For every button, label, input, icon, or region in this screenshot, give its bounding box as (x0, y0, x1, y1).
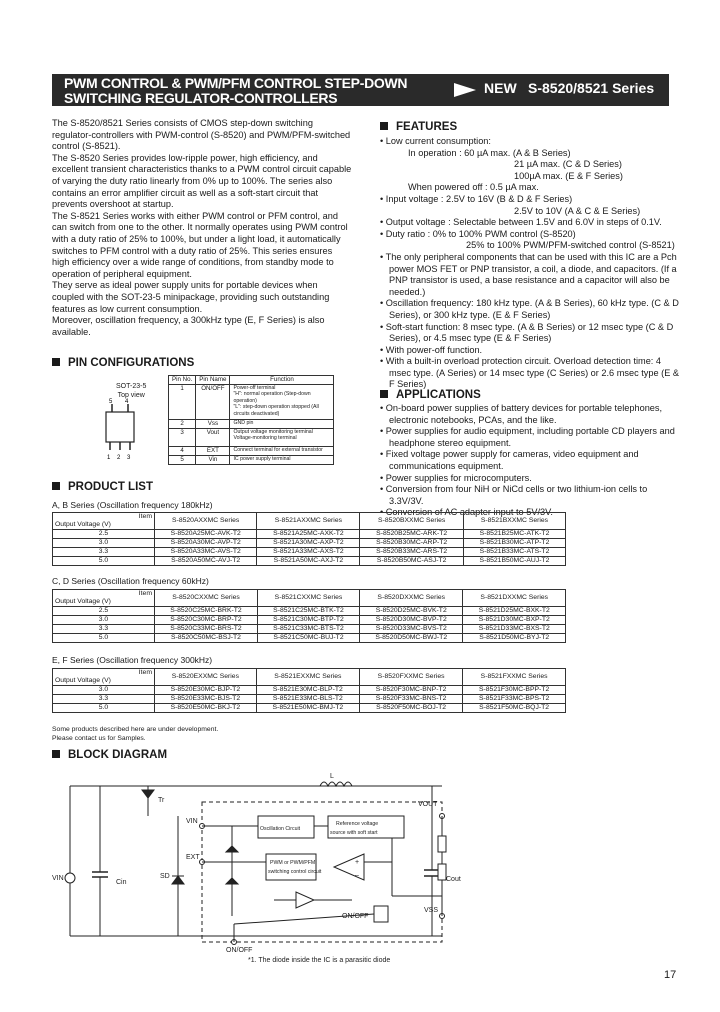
square-bullet-icon (52, 750, 60, 758)
feature-line: 2.5V to 10V (A & C & E Series) (514, 205, 641, 216)
product-code-cell: S-8521D25MC-BXK-T2 (463, 607, 566, 616)
package-name: SOT-23-5 (116, 383, 147, 390)
output-voltage-cell: 3.3 (53, 695, 155, 704)
product-series-header: S-8520FXXMC Series (359, 669, 462, 686)
product-code-cell: S-8520D50MC-BWJ-T2 (359, 634, 463, 643)
pin-table-row (169, 429, 334, 447)
tr-label: Tr (158, 797, 165, 804)
product-code-cell: S-8521C50MC-BUJ-T2 (258, 634, 360, 643)
pin-table-cell (196, 429, 230, 447)
applications-list (380, 403, 680, 519)
output-voltage-cell: 3.3 (53, 625, 155, 634)
feature-line: 21 µA max. (C & D Series) (514, 159, 622, 170)
product-list-heading-text: PRODUCT LIST (68, 481, 153, 493)
pin-table-text: Vss (207, 420, 219, 427)
pin-table-cell (230, 429, 334, 447)
corner-item: Item (138, 513, 152, 520)
pin-table-cell (230, 447, 334, 456)
product-table-corner (53, 669, 155, 686)
block-diagram-heading-text: BLOCK DIAGRAM (68, 749, 168, 761)
product-group-caption: C, D Series (Oscillation frequency 60kHz) (52, 576, 209, 586)
intro-paragraph: Moreover, oscillation frequency, a 300kHz type (E, F Series) is also available. (52, 315, 325, 337)
error-amplifier (334, 854, 364, 880)
product-code-cell: S-8520B30MC-ARP-T2 (360, 539, 464, 548)
product-group-caption: A, B Series (Oscillation frequency 180kHz) (52, 500, 213, 510)
pin-table-text: 3 (180, 429, 184, 436)
product-table-header-row (53, 513, 566, 530)
pin-table-text: IC power supply terminal (233, 456, 291, 462)
product-code-cell: S-8520A33MC-AVS-T2 (155, 548, 257, 557)
pin-table-header: Function (230, 376, 334, 385)
output-voltage-cell: 2.5 (53, 607, 155, 616)
product-code-cell: S-8520C33MC-BRS-T2 (155, 625, 258, 634)
pin-table-header: Pin Name (196, 376, 230, 385)
ic-outline (202, 802, 442, 942)
buffer-amp (296, 892, 314, 908)
product-code-cell: S-8520A30MC-AVP-T2 (155, 539, 257, 548)
product-table (52, 668, 566, 713)
ref-label-2: source with soft start (330, 830, 378, 836)
pin-table-cell (169, 456, 196, 465)
pin-table-text: 4 (180, 447, 184, 454)
product-row (53, 695, 566, 704)
product-code-cell: S-8520F30MC-BNP-T2 (359, 686, 462, 695)
product-series-header: S-8521EXXMC Series (256, 669, 359, 686)
output-voltage-cell: 3.3 (53, 548, 155, 557)
application-item: • Conversion from four NiH or NiCd cells or two lithium-ion cells to 3.3V/3V. (380, 484, 648, 506)
feature-line: • Output voltage : Selectable between 1.5V and 6.0V in steps of 0.1V. (380, 217, 662, 228)
pin-table-cell (230, 420, 334, 429)
product-code-cell: S-8520C25MC-BRK-T2 (155, 607, 258, 616)
feature-line: • With power-off function. (380, 344, 483, 355)
ext-pin-label: EXT (186, 854, 200, 861)
product-series-header: S-8520BXXMC Series (360, 513, 464, 530)
output-voltage-cell: 2.5 (53, 530, 155, 539)
ref-label-1: Reference voltage (336, 821, 379, 827)
corner-voltage: Output Voltage (V) (55, 521, 111, 528)
pin-table-cell (169, 447, 196, 456)
product-code-cell: S-8521F30MC-BPP-T2 (463, 686, 566, 695)
pin-table-cell (196, 447, 230, 456)
pin-table-cell (230, 385, 334, 420)
applications-heading (380, 389, 481, 401)
product-code-cell: S-8520F50MC-BOJ-T2 (359, 704, 462, 713)
pin-table-row (169, 447, 334, 456)
feature-line: • With a built-in overload protection circuit. Overload detection time: 4 msec type. (A Series) or 14 msec type (C Series) or 2.6 msec type (E & F Series) (380, 356, 680, 390)
product-row (53, 607, 566, 616)
product-series-header: S-8520EXXMC Series (155, 669, 257, 686)
vin-pin-label: VIN (186, 818, 198, 825)
product-series-header: S-8520CXXMC Series (155, 590, 258, 607)
corner-item: Item (138, 669, 152, 676)
feature-line: • The only peripheral components that can be used with this IC are a Pch power MOS FET or PNP transistor, a coil, a diode, and capacitors. (If a PNP transistor is used, a base resistance and a capacitor will also be needed.) (380, 251, 677, 297)
feature-line: 25% to 100% PWM/PFM-switched control (S-8521) (466, 240, 675, 251)
features-list (380, 136, 680, 391)
intro-text (52, 118, 352, 338)
product-code-cell: S-8521D50MC-BYJ-T2 (463, 634, 566, 643)
osc-label: Oscillation Circuit (260, 826, 301, 832)
product-row (53, 686, 566, 695)
intro-paragraph: The S-8520/8521 Series consists of CMOS step-down switching regulator-controllers with PWM-control (S-8520) and PWM/PFM-switched control (S-8521). (52, 118, 351, 152)
pin-table-text: Output voltage monitoring terminal (233, 429, 313, 435)
pin-table-header: Pin No. (169, 376, 196, 385)
pin-table-cell (169, 385, 196, 420)
output-voltage-cell: 5.0 (53, 704, 155, 713)
pin-label: 4 (125, 399, 129, 405)
title-line-1: PWM CONTROL & PWM/PFM CONTROL STEP-DOWN (64, 75, 408, 91)
pin-table-text: "H": normal operation (Step-down operation) (233, 391, 311, 404)
product-code-cell: S-8521D33MC-BXS-T2 (463, 625, 566, 634)
pin-table-cell (230, 456, 334, 465)
product-code-cell: S-8520E50MC-BKJ-T2 (155, 704, 257, 713)
product-row (53, 634, 566, 643)
product-table-header-row (53, 669, 566, 686)
vin-source-label: VIN (52, 875, 64, 882)
package-view: Top view (117, 392, 145, 399)
pin-table-row (169, 385, 334, 420)
product-code-cell: S-8521E33MC-BLS-T2 (256, 695, 359, 704)
corner-item: Item (138, 590, 152, 597)
product-code-cell: S-8521A30MC-AXP-T2 (257, 539, 360, 548)
product-row (53, 704, 566, 713)
output-voltage-cell: 5.0 (53, 557, 155, 566)
product-table (52, 512, 566, 566)
product-row (53, 616, 566, 625)
pin-table-text: "L": step-down operation stopped (All circuits deactivated) (233, 404, 319, 417)
product-table-corner (53, 513, 155, 530)
product-series-header: S-8520DXXMC Series (359, 590, 463, 607)
pin-table-text: 2 (180, 420, 184, 427)
pwm-control-block (266, 854, 316, 880)
features-heading (380, 121, 457, 133)
pin-config-heading-text: PIN CONFIGURATIONS (68, 357, 195, 369)
square-bullet-icon (380, 122, 388, 130)
block-diagram (52, 766, 482, 966)
product-code-cell: S-8521B30MC-ATP-T2 (463, 539, 565, 548)
feature-line: • Duty ratio : 0% to 100% PWM control (S-8520) (380, 228, 576, 239)
intro-paragraph: They serve as ideal power supply units for portable devices when coupled with the SOT-23-5 minipackage, providing such outstanding features as low current consumption. (52, 280, 330, 314)
product-series-header: S-8520AXXMC Series (155, 513, 257, 530)
pin-label: 2 (117, 455, 121, 461)
output-voltage-cell: 3.0 (53, 686, 155, 695)
product-code-cell: S-8520D25MC-BVK-T2 (359, 607, 463, 616)
product-code-cell: S-8521B50MC-AUJ-T2 (463, 557, 565, 566)
title-banner (52, 74, 669, 106)
pin-label: 1 (107, 455, 111, 461)
applications-heading-text: APPLICATIONS (396, 389, 481, 401)
pin-table-text: Power-off terminal (233, 385, 276, 391)
pin-table-text: EXT (206, 447, 219, 454)
pin-table (168, 375, 334, 465)
cin-label: Cin (116, 879, 127, 886)
arrow-right-icon (454, 83, 476, 97)
amp-minus-label: – (355, 872, 359, 879)
square-bullet-icon (52, 358, 60, 366)
product-series-header: S-8521BXXMC Series (463, 513, 565, 530)
product-code-cell: S-8520B50MC-ASJ-T2 (360, 557, 464, 566)
application-item: • Conversion of AC adapter input to 5V/3V. (380, 507, 553, 518)
product-code-cell: S-8520E33MC-BJS-T2 (155, 695, 257, 704)
pin-config-heading (52, 357, 194, 369)
product-code-cell: S-8520A25MC-AVK-T2 (155, 530, 257, 539)
pin-table-text: Voltage-monitoring terminal (233, 435, 297, 442)
product-table-corner (53, 590, 155, 607)
product-code-cell: S-8520F33MC-BNS-T2 (359, 695, 462, 704)
pin-table-text: Vin (208, 456, 218, 463)
corner-voltage: Output Voltage (V) (55, 598, 111, 605)
vss-label: VSS (424, 907, 439, 914)
product-code-cell: S-8521A50MC-AXJ-T2 (257, 557, 360, 566)
l-label: L (330, 773, 334, 780)
sot23-package-drawing (92, 398, 156, 462)
cout-label: Cout (446, 876, 461, 883)
pin-table-text: Connect terminal for external transistor (233, 447, 323, 453)
product-code-cell: S-8521A33MC-AXS-T2 (257, 548, 360, 557)
application-item: • On-board power supplies of battery devices for portable telephones, electronic notebooks, PCAs, and the like. (380, 403, 663, 425)
pwm-label-1: PWM or PWM/PFM (270, 860, 316, 866)
amp-plus-label: + (355, 859, 360, 866)
intro-paragraph: The S-8521 Series works with either PWM control or PFM control, and can switch from one to the other. It normally operates using PWM control with a duty ratio of 25% to 100%, but under a light load, it automatically switches to PFM control with a duty ratio of 25%. This series ensures high efficiency over a wide range of conditions, from standby mode to operation of peripheral equipment. (52, 210, 348, 279)
product-code-cell: S-8521A25MC-AXK-T2 (257, 530, 360, 539)
feature-line: • Soft-start function: 8 msec type. (A & B Series) or 12 msec type (C & D Series), or 4.5 msec type (E & F Series) (380, 321, 674, 344)
product-list-heading (52, 481, 153, 493)
pin-table-cell (169, 429, 196, 447)
product-series-header: S-8521AXXMC Series (257, 513, 360, 530)
package-body (106, 412, 134, 442)
product-code-cell: S-8521C33MC-BTS-T2 (258, 625, 360, 634)
product-series-header: S-8521CXXMC Series (258, 590, 360, 607)
output-voltage-cell: 3.0 (53, 616, 155, 625)
product-code-cell: S-8521D30MC-BXP-T2 (463, 616, 566, 625)
inductor (320, 782, 352, 786)
product-code-cell: S-8520C30MC-BRP-T2 (155, 616, 258, 625)
application-item: • Fixed voltage power supply for cameras, video equipment and communications equipment. (380, 449, 639, 471)
pin-table-cell (196, 385, 230, 420)
pin-table-text: 1 (180, 385, 184, 392)
feature-line: • Input voltage : 2.5V to 16V (B & D & F Series) (380, 193, 573, 204)
block-diagram-heading (52, 749, 167, 761)
onoff-internal-label: ON/OFF (342, 913, 369, 920)
pin-table-text: GND pin (233, 420, 254, 426)
pin-table-cell (196, 420, 230, 429)
square-bullet-icon (380, 390, 388, 398)
pin-table-text: 5 (180, 456, 184, 463)
feature-line: 100µA max. (E & F Series) (514, 170, 623, 181)
corner-voltage: Output Voltage (V) (55, 677, 111, 684)
note-line: Please contact us for Samples. (52, 734, 146, 742)
product-row (53, 530, 566, 539)
pin-table-row (169, 456, 334, 465)
feature-line: When powered off : 0.5 µA max. (408, 182, 539, 193)
product-notes (52, 726, 218, 743)
product-code-cell: S-8521C25MC-BTK-T2 (258, 607, 360, 616)
page-number: 17 (664, 969, 677, 981)
output-voltage-cell: 5.0 (53, 634, 155, 643)
product-row (53, 539, 566, 548)
vin-source (65, 873, 75, 883)
pin-label: 3 (127, 455, 131, 461)
onoff-pin-label: ON/OFF (226, 947, 253, 954)
product-table (52, 589, 566, 643)
pin-table-cell (196, 456, 230, 465)
features-heading-text: FEATURES (396, 121, 458, 133)
product-code-cell: S-8521F50MC-BQJ-T2 (463, 704, 566, 713)
product-code-cell: S-8521B25MC-ATK-T2 (463, 530, 565, 539)
product-code-cell: S-8521F33MC-BPS-T2 (463, 695, 566, 704)
square-bullet-icon (52, 482, 60, 490)
series-name: S-8520/8521 Series (528, 80, 655, 96)
product-code-cell: S-8521C30MC-BTP-T2 (258, 616, 360, 625)
product-series-header: S-8521DXXMC Series (463, 590, 566, 607)
product-code-cell: S-8520E30MC-BJP-T2 (155, 686, 257, 695)
product-group-caption: E, F Series (Oscillation frequency 300kHz) (52, 655, 213, 665)
vout-label: VOUT (418, 801, 438, 808)
new-badge: NEW (484, 80, 517, 96)
diagram-caption: *1. The diode inside the IC is a parasitic diode (248, 957, 391, 964)
pwm-label-2: switching control circuit (268, 869, 322, 875)
product-series-header: S-8521FXXMC Series (463, 669, 566, 686)
power-off-switch (374, 906, 388, 922)
application-item: • Power supplies for microcomputers. (380, 472, 532, 483)
sd-label: SD (160, 873, 170, 880)
title-line-2: SWITCHING REGULATOR-CONTROLLERS (64, 90, 338, 106)
feature-line: In operation : 60 µA max. (A & B Series) (408, 147, 571, 158)
product-code-cell: S-8521B33MC-ATS-T2 (463, 548, 565, 557)
feature-line: • Oscillation frequency: 180 kHz type. (A & B Series), 60 kHz type. (C & D Series), or 300 kHz type. (E & F Series) (380, 298, 679, 320)
output-voltage-cell: 3.0 (53, 539, 155, 548)
product-row (53, 548, 566, 557)
product-code-cell: S-8521E30MC-BLP-T2 (256, 686, 359, 695)
product-code-cell: S-8520A50MC-AVJ-T2 (155, 557, 257, 566)
product-code-cell: S-8520B33MC-ARS-T2 (360, 548, 464, 557)
pin-table-row (169, 420, 334, 429)
pin-table-text: ON/OFF (201, 385, 225, 392)
product-row (53, 625, 566, 634)
application-item: • Power supplies for audio equipment, including portable CD players and headphone stereo equipment. (380, 426, 675, 448)
product-code-cell: S-8520D30MC-BVP-T2 (359, 616, 463, 625)
product-code-cell: S-8520C50MC-BSJ-T2 (155, 634, 258, 643)
note-line: Some products described here are under development. (52, 726, 219, 733)
feature-line: • Low current consumption: (380, 136, 491, 146)
pin-table-text: Vout (206, 429, 220, 436)
pin-table-cell (169, 420, 196, 429)
product-code-cell: S-8520B25MC-ARK-T2 (360, 530, 464, 539)
product-code-cell: S-8520D33MC-BVS-T2 (359, 625, 463, 634)
pin-label: 5 (109, 399, 113, 405)
product-row (53, 557, 566, 566)
product-code-cell: S-8521E50MC-BMJ-T2 (256, 704, 359, 713)
intro-paragraph: The S-8520 Series provides low-ripple power, high efficiency, and excellent transient characteristics thanks to a PWM control circuit capable of varying the duty ratio linearly from 0% up to 100%. The series also contains an error amplifier circuit as well as a soft-start circuit that prevents overshoot at startup. (52, 152, 352, 210)
product-table-header-row (53, 590, 566, 607)
